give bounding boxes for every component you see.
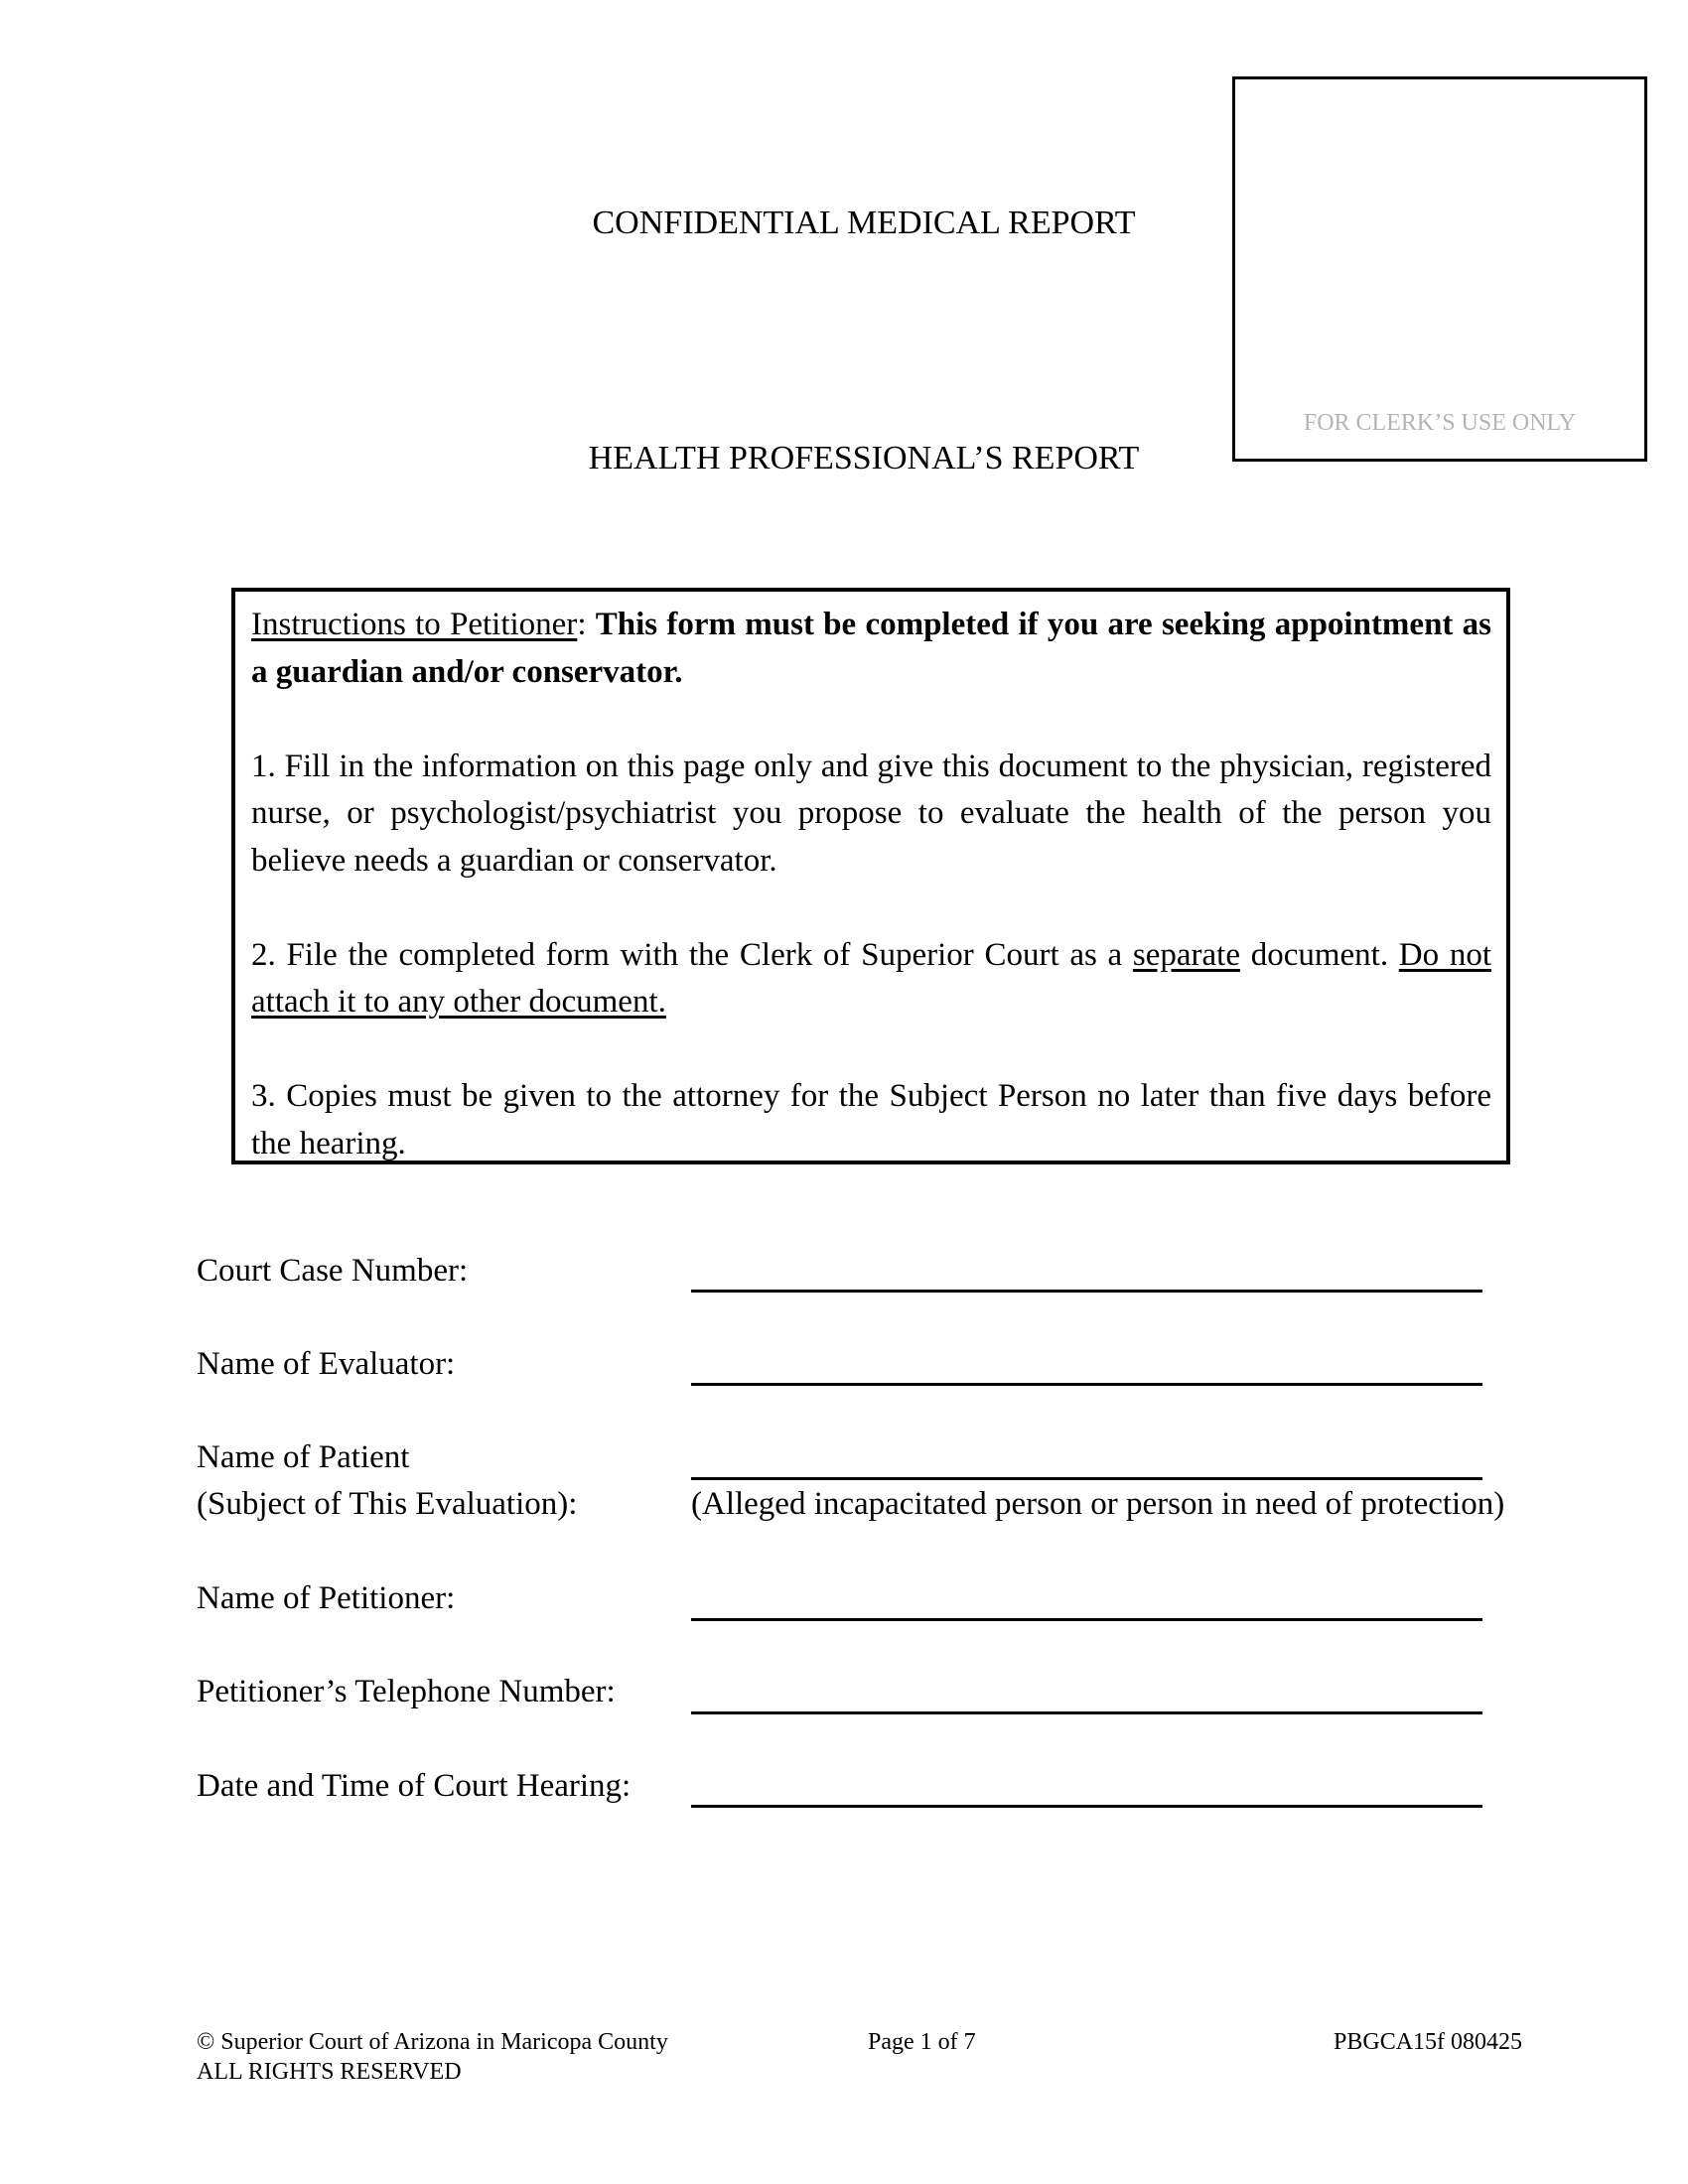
evaluator-name-field[interactable] (691, 1383, 1482, 1386)
instructions-heading-colon: : (577, 607, 587, 642)
instructions-box (231, 588, 1510, 1164)
hearing-date-time-field[interactable] (691, 1805, 1482, 1808)
footer-rights: ALL RIGHTS RESERVED (197, 2059, 462, 2085)
instruction-item-2 (251, 932, 1491, 1026)
page-subtitle: HEALTH PROFESSIONAL’S REPORT (588, 440, 1140, 477)
hearing-date-time-label: Date and Time of Court Hearing: (197, 1768, 632, 1804)
instructions-intro (251, 602, 1491, 696)
subject-of-evaluation-label: (Subject of This Evaluation): (197, 1486, 578, 1522)
instructions-heading: Instructions to Petitioner (251, 607, 578, 642)
footer-form-code: PBGCA15f 080425 (1334, 2029, 1523, 2055)
clerk-use-label: FOR CLERK’S USE ONLY (1303, 410, 1577, 436)
patient-field-note: (Alleged incapacitated person or person in need of protection) (691, 1486, 1505, 1522)
court-case-number-label: Court Case Number: (197, 1253, 469, 1289)
instruction-item-2-text-cont: document. (1239, 936, 1399, 973)
do-not-attach-warning: Do not attach it to any other document. (251, 936, 1491, 1020)
petitioner-telephone-label: Petitioner’s Telephone Number: (197, 1674, 616, 1709)
petitioner-name-label: Name of Petitioner: (197, 1580, 456, 1616)
footer-copyright: © Superior Court of Arizona in Maricopa County (197, 2029, 668, 2055)
instruction-item-1: 1. Fill in the information on this page only and give this document to the physician, registered nurse, or psychologist/psychiatrist you propose to evaluate the health of the person you believe needs a guardian or conservator. (251, 748, 1491, 879)
instructions-bold-text: This form must be completed if you are seeking appointment as a guardian and/or conservator. (251, 607, 1492, 690)
page-title: CONFIDENTIAL MEDICAL REPORT (592, 205, 1136, 241)
petitioner-name-field[interactable] (691, 1618, 1482, 1621)
footer-page-number: Page 1 of 7 (868, 2029, 976, 2055)
instruction-item-2-text: 2. File the completed form with the Clerk of Superior Court as a (251, 936, 1133, 973)
separate-emphasis: separate (1132, 936, 1240, 973)
patient-name-field[interactable] (691, 1477, 1482, 1480)
patient-name-label: Name of Patient (197, 1439, 410, 1475)
clerk-use-box (1232, 76, 1647, 462)
court-case-number-field[interactable] (691, 1290, 1482, 1293)
instruction-item-3: 3. Copies must be given to the attorney for the Subject Person no later than five days before the hearing. (251, 1078, 1491, 1161)
evaluator-name-label: Name of Evaluator: (197, 1346, 456, 1382)
petitioner-telephone-field[interactable] (691, 1711, 1482, 1714)
